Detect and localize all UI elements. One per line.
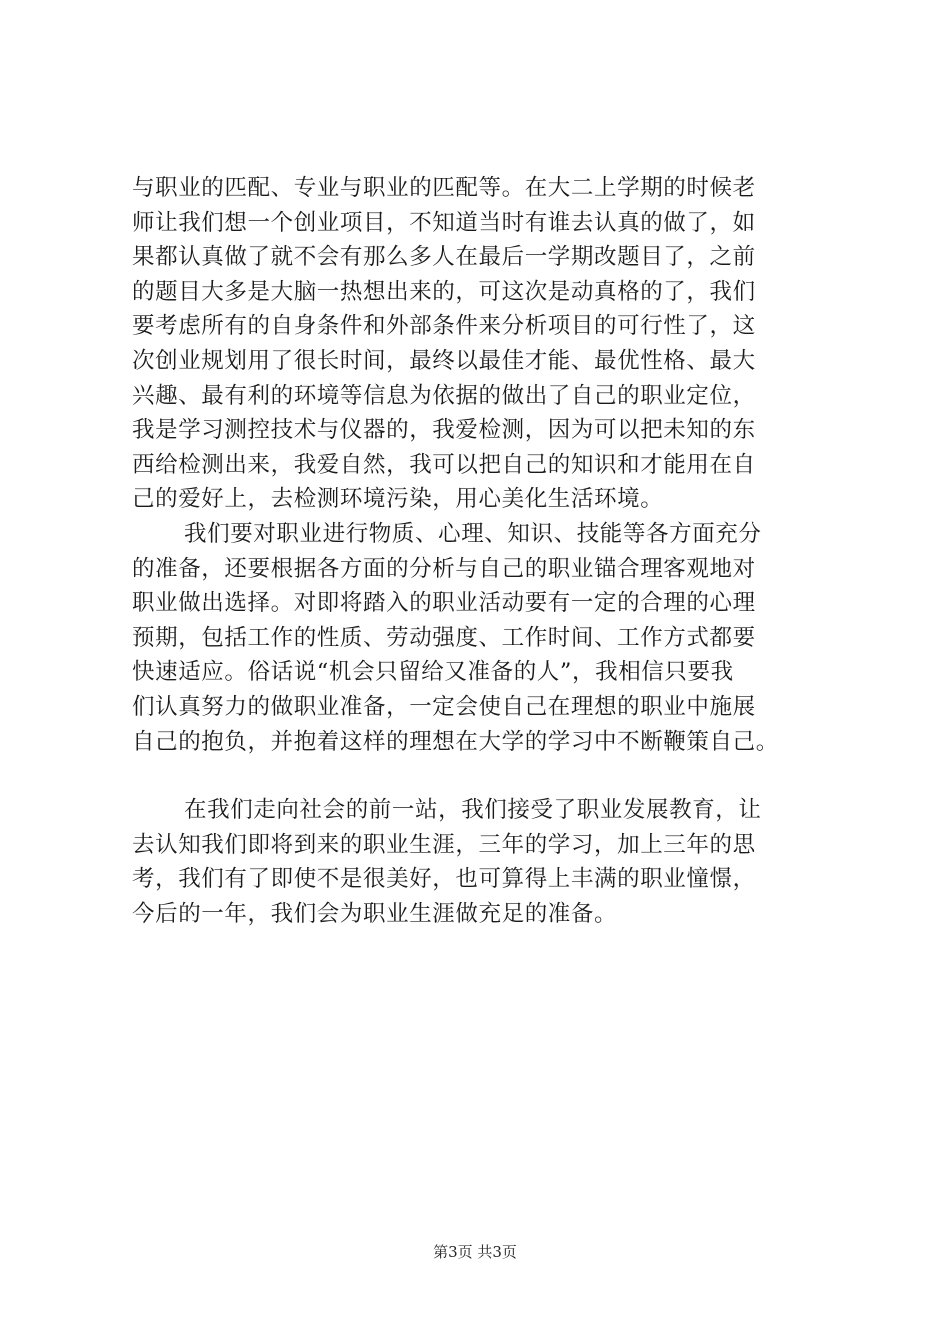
paragraph-line: 我是学习测控技术与仪器的，我爱检测，因为可以把未知的东	[132, 417, 756, 444]
paragraph-line: 果都认真做了就不会有那么多人在最后一学期改题目了，之前	[132, 244, 756, 271]
paragraph-line: 们认真努力的做职业准备，一定会使自己在理想的职业中施展	[132, 693, 756, 720]
paragraph-3	[132, 793, 852, 931]
paragraph-line: 师让我们想一个创业项目，不知道当时有谁去认真的做了，如	[132, 209, 756, 236]
paragraph-line: 己的爱好上，去检测环境污染，用心美化生活环境。	[132, 486, 664, 513]
paragraph-line: 去认知我们即将到来的职业生涯，三年的学习，加上三年的思	[132, 831, 756, 858]
paragraph-spacer	[132, 759, 852, 793]
paragraph-line: 与职业的匹配、专业与职业的匹配等。在大二上学期的时候老	[132, 175, 756, 201]
paragraph-1	[132, 171, 852, 517]
paragraph-line: 的准备，还要根据各方面的分析与自己的职业锚合理客观地对	[132, 555, 756, 582]
paragraph-line: 在我们走向社会的前一站，我们接受了职业发展教育，让	[184, 797, 762, 824]
paragraph-line: 考，我们有了即使不是很美好，也可算得上丰满的职业憧憬，	[132, 866, 756, 893]
paragraph-line: 职业做出选择。对即将踏入的职业活动要有一定的合理的心理	[132, 590, 756, 617]
document-body	[132, 171, 852, 931]
page-footer: 第3页 共3页	[433, 1243, 517, 1261]
paragraph-line: 快速适应。俗话说“机会只留给又准备的人”，我相信只要我	[132, 659, 734, 686]
paragraph-line: 的题目大多是大脑一热想出来的，可这次是动真格的了，我们	[132, 278, 756, 305]
paragraph-line: 兴趣、最有利的环境等信息为依据的做出了自己的职业定位，	[132, 382, 756, 409]
paragraph-2	[132, 517, 852, 759]
paragraph-line: 我们要对职业进行物质、心理、知识、技能等各方面充分	[184, 520, 762, 547]
paragraph-line: 预期，包括工作的性质、劳动强度、工作时间、工作方式都要	[132, 624, 756, 651]
paragraph-line: 西给检测出来，我爱自然，我可以把自己的知识和才能用在自	[132, 451, 756, 478]
paragraph-line: 自己的抱负，并抱着这样的理想在大学的学习中不断鞭策自己。	[132, 728, 779, 755]
paragraph-line: 要考虑所有的自身条件和外部条件来分析项目的可行性了，这	[132, 313, 756, 340]
paragraph-line: 今后的一年，我们会为职业生涯做充足的准备。	[132, 900, 618, 927]
paragraph-line: 次创业规划用了很长时间，最终以最佳才能、最优性格、最大	[132, 347, 756, 374]
